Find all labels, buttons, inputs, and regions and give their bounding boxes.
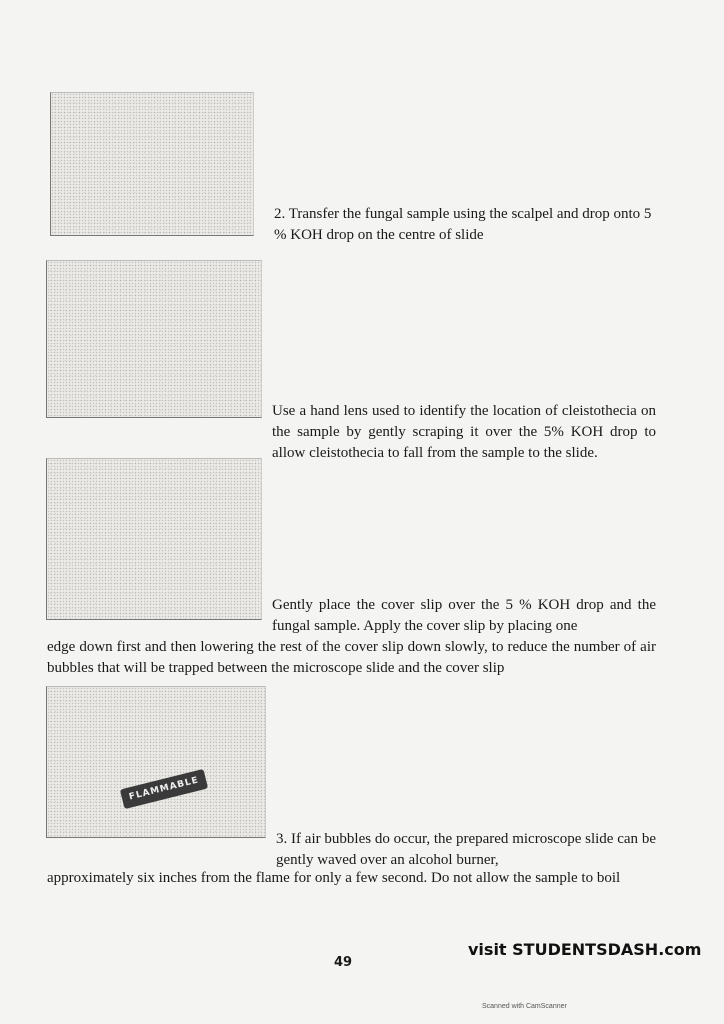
photo-hand-lens (46, 260, 262, 418)
step-cover-slip-text-lower: edge down first and then lowering the rest of the cover slip down slowly, to reduce the number of air bubbles that will be trapped between the microscope slide and the cover slip (47, 639, 656, 676)
page-number: 49 (334, 955, 353, 970)
step-cover-slip-text-upper: Gently place the cover slip over the 5 % KOH drop and the fungal sample. Apply the cover slip by placing one (272, 597, 656, 634)
photo-air-bubbles (46, 686, 266, 838)
photo-cover-slip (46, 458, 262, 620)
photo-transfer-sample (50, 92, 254, 236)
step-transfer-text: 2. Transfer the fungal sample using the scalpel and drop onto 5 % KOH drop on the centre of slide (274, 206, 652, 243)
step-air-bubbles-text-upper: 3. If air bubbles do occur, the prepared microscope slide can be gently waved over an alcohol burner, (276, 831, 656, 868)
burner-label: FLAMMABLE (120, 769, 208, 809)
step-hand-lens-text: Use a hand lens used to identify the location of cleistothecia on the sample by gently scraping it over the 5% KOH drop to allow cleistothecia to fall from the sample to the slide. (272, 403, 656, 461)
step-air-bubbles-text-lower: approximately six inches from the flame for only a few second. Do not allow the sample to boil (47, 870, 621, 886)
scanner-watermark: Scanned with CamScanner (482, 1003, 567, 1010)
footer-site-watermark: visit STUDENTSDASH.com (468, 940, 702, 959)
